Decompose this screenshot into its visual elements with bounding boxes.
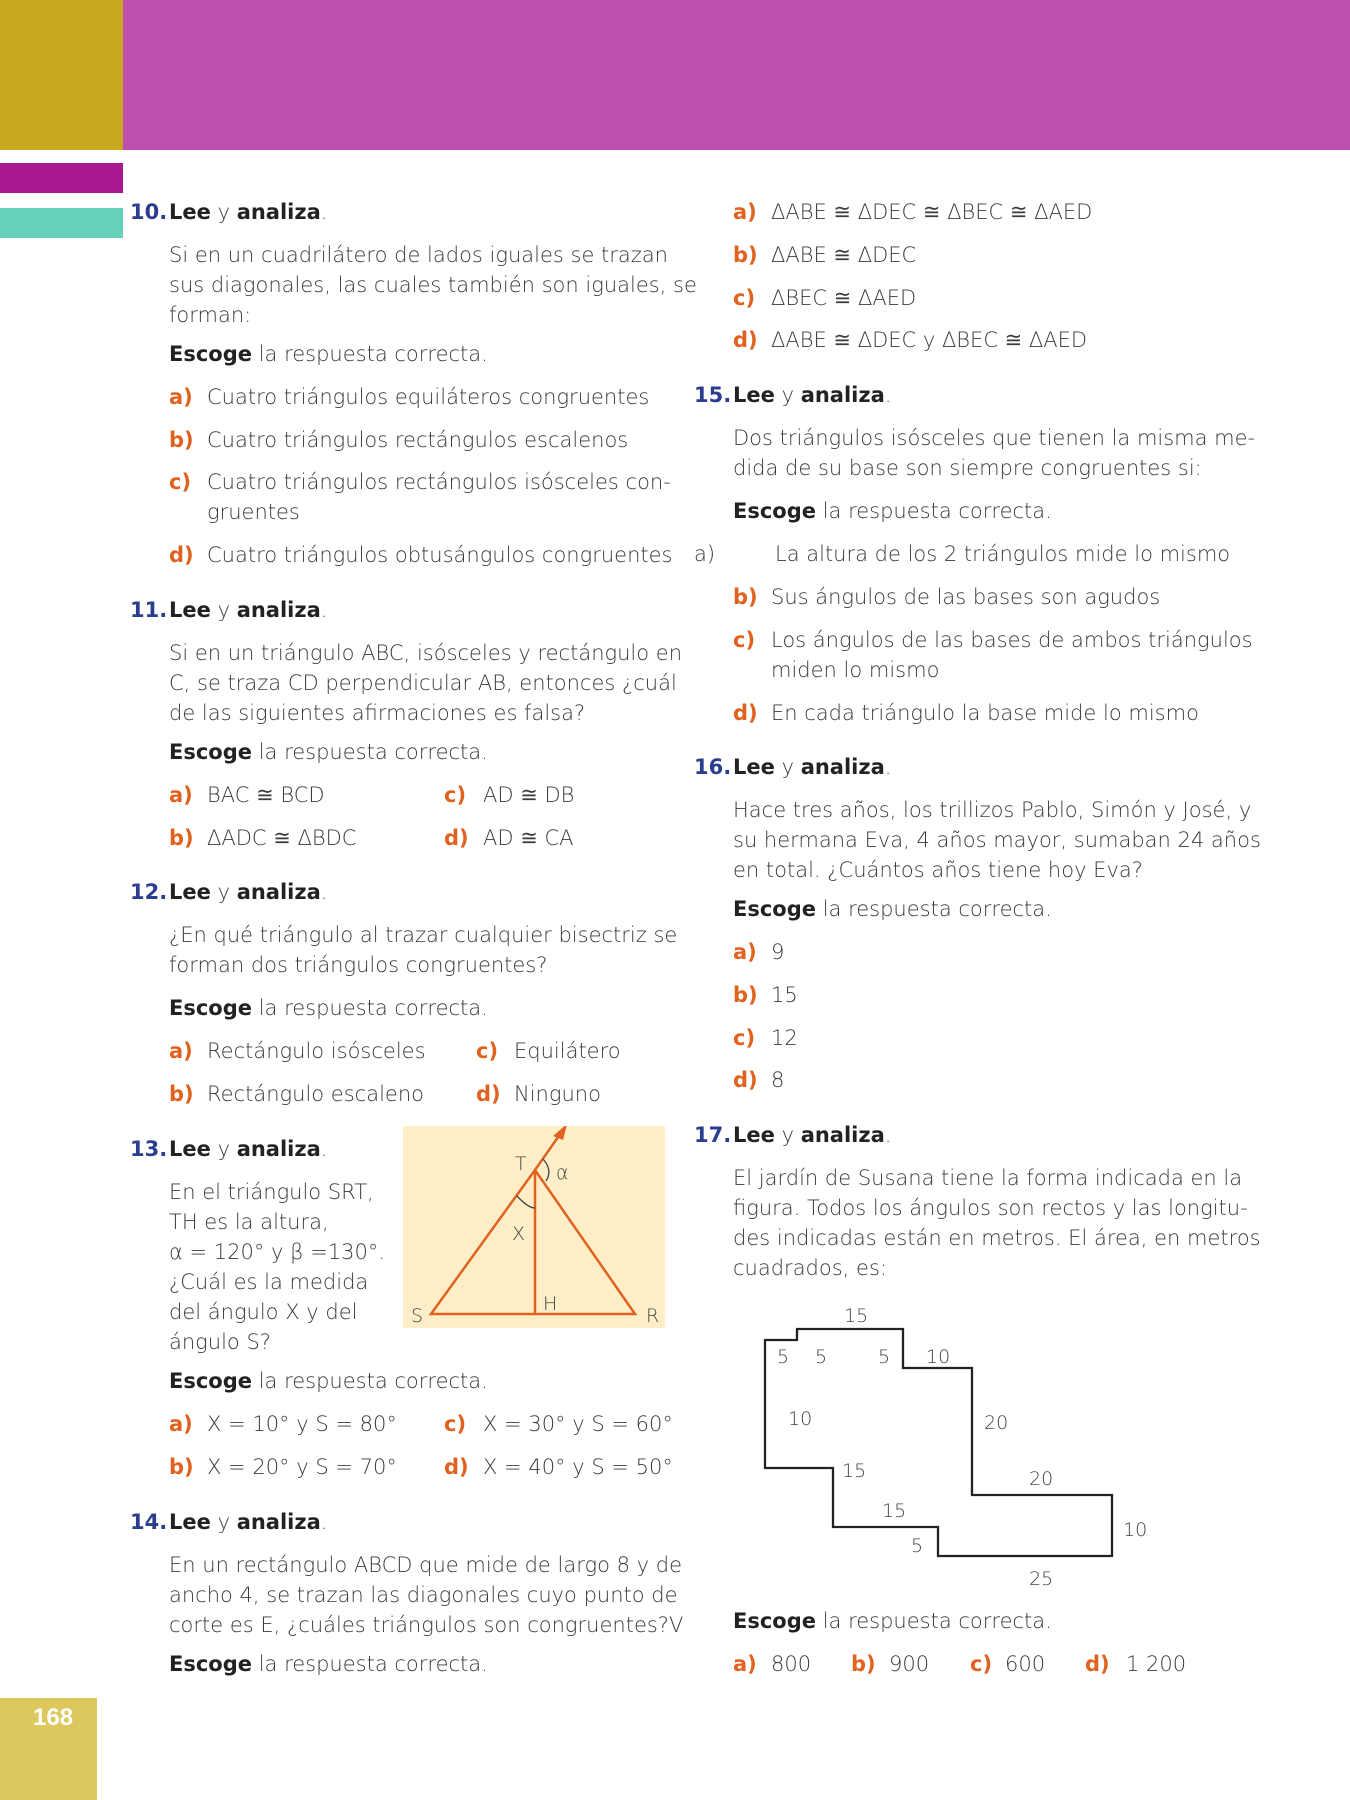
option-c[interactable]: c) — [476, 1039, 499, 1063]
triangle-srt-figure — [403, 1126, 665, 1328]
option-text: X = 30° y S = 60° — [483, 1412, 673, 1436]
option-text: Cuatro triángulos equiláteros congruentes — [207, 385, 650, 409]
option-text: ΔBEC ≅ ΔAED — [771, 286, 917, 310]
option-a[interactable]: a) — [733, 200, 757, 224]
header-gold-block — [0, 0, 123, 150]
dim-label: 10 — [926, 1346, 951, 1368]
option-text: 15 — [771, 983, 798, 1007]
dim-label: 10 — [1123, 1519, 1148, 1541]
option-b[interactable]: b) — [169, 1082, 194, 1106]
instruction: Escoge la respuesta correcta. — [169, 1652, 488, 1676]
question-text: ¿Cuál es la medida — [169, 1270, 369, 1294]
option-text: ΔABE ≅ ΔDEC ≅ ΔBEC ≅ ΔAED — [771, 200, 1093, 224]
option-d[interactable]: d) — [1085, 1652, 1110, 1676]
question-number: 14. — [130, 1510, 168, 1534]
instruction: Escoge la respuesta correcta. — [169, 996, 488, 1020]
label-h: H — [543, 1293, 558, 1315]
option-a[interactable]: a) — [694, 542, 716, 566]
instruction: Escoge la respuesta correcta. — [733, 499, 1052, 523]
option-text: Rectángulo isósceles — [207, 1039, 426, 1063]
question-heading: Lee y analiza. — [733, 755, 892, 779]
question-text: Dos triángulos isósceles que tienen la misma me- — [733, 426, 1256, 450]
question-text: de las siguientes afirmaciones es falsa? — [169, 701, 586, 725]
option-c[interactable]: c) — [169, 470, 192, 494]
option-d[interactable]: d) — [476, 1082, 501, 1106]
option-text: ΔADC ≅ ΔBDC — [207, 826, 357, 850]
question-number: 16. — [694, 755, 732, 779]
option-text: Ninguno — [514, 1082, 601, 1106]
option-text: La altura de los 2 triángulos mide lo mismo — [775, 542, 1231, 566]
option-text: En cada triángulo la base mide lo mismo — [771, 701, 1199, 725]
page-number: 168 — [33, 1704, 74, 1731]
question-text: Si en un triángulo ABC, isósceles y rectángulo en — [169, 641, 683, 665]
option-text: Cuatro triángulos obtusángulos congruentes — [207, 543, 673, 567]
option-a[interactable]: a) — [733, 1652, 757, 1676]
dim-label: 20 — [984, 1412, 1009, 1434]
question-text: sus diagonales, las cuales también son iguales, se — [169, 273, 697, 297]
label-s: S — [411, 1305, 424, 1327]
question-number: 12. — [130, 880, 168, 904]
option-text: Sus ángulos de las bases son agudos — [771, 585, 1161, 609]
question-heading: Lee y analiza. — [733, 1123, 892, 1147]
question-heading: Lee y analiza. — [169, 1137, 328, 1161]
label-r: R — [646, 1305, 660, 1327]
question-text: cuadrados, es: — [733, 1256, 887, 1280]
option-c[interactable]: c) — [733, 628, 756, 652]
option-text: 600 — [1005, 1652, 1046, 1676]
option-b[interactable]: b) — [169, 1455, 194, 1479]
dim-label: 5 — [878, 1346, 891, 1368]
question-text: En un rectángulo ABCD que mide de largo 8 y de — [169, 1553, 682, 1577]
option-b[interactable]: b) — [851, 1652, 876, 1676]
question-number: 15. — [694, 383, 732, 407]
dim-label: 10 — [788, 1408, 813, 1430]
question-text: dida de su base son siempre congruentes si: — [733, 456, 1202, 480]
option-text: ΔABE ≅ ΔDEC y ΔBEC ≅ ΔAED — [771, 328, 1088, 352]
option-text: miden lo mismo — [771, 658, 940, 682]
option-text: Cuatro triángulos rectángulos isósceles con- — [207, 470, 671, 494]
question-text: figura. Todos los ángulos son rectos y las longitu- — [733, 1196, 1248, 1220]
option-text: Cuatro triángulos rectángulos escalenos — [207, 428, 629, 452]
option-b[interactable]: b) — [169, 826, 194, 850]
option-d[interactable]: d) — [733, 328, 758, 352]
question-number: 13. — [130, 1137, 168, 1161]
question-heading: Lee y analiza. — [169, 200, 328, 224]
option-text: 800 — [771, 1652, 812, 1676]
option-text: Equilátero — [514, 1039, 621, 1063]
question-text: En el triángulo SRT, — [169, 1180, 374, 1204]
option-text: X = 40° y S = 50° — [483, 1455, 673, 1479]
option-text: 1 200 — [1126, 1652, 1187, 1676]
dim-label: 5 — [815, 1346, 828, 1368]
option-d[interactable]: d) — [733, 1068, 758, 1092]
option-d[interactable]: d) — [169, 543, 194, 567]
question-heading: Lee y analiza. — [169, 598, 328, 622]
question-text: ¿En qué triángulo al trazar cualquier bisectriz se — [169, 923, 678, 947]
option-c[interactable]: c) — [970, 1652, 993, 1676]
question-number: 11. — [130, 598, 168, 622]
option-text: Los ángulos de las bases de ambos triángulos — [771, 628, 1253, 652]
question-text: en total. ¿Cuántos años tiene hoy Eva? — [733, 858, 1143, 882]
label-t: T — [515, 1153, 527, 1175]
option-c[interactable]: c) — [733, 286, 756, 310]
option-text: Rectángulo escaleno — [207, 1082, 424, 1106]
question-text: del ángulo X y del — [169, 1300, 358, 1324]
side-tab-magenta — [0, 163, 123, 193]
option-text: BAC ≅ BCD — [207, 783, 325, 807]
question-heading: Lee y analiza. — [733, 383, 892, 407]
question-text: El jardín de Susana tiene la forma indicada en la — [733, 1166, 1243, 1190]
option-d[interactable]: d) — [444, 826, 469, 850]
header-purple-band — [123, 0, 1350, 150]
option-a[interactable]: a) — [169, 385, 193, 409]
option-a[interactable]: a) — [733, 940, 757, 964]
option-a[interactable]: a) — [169, 783, 193, 807]
instruction: Escoge la respuesta correcta. — [169, 1369, 488, 1393]
option-b[interactable]: b) — [169, 428, 194, 452]
option-text: gruentes — [207, 500, 300, 524]
option-text: 12 — [771, 1026, 798, 1050]
question-text: α = 120° y β =130°. — [169, 1240, 386, 1264]
dim-label: 5 — [777, 1346, 790, 1368]
option-text: 9 — [771, 940, 785, 964]
question-text: ancho 4, se trazan las diagonales cuyo punto de — [169, 1583, 678, 1607]
garden-shape-figure — [740, 1300, 1160, 1600]
dim-label: 15 — [844, 1305, 869, 1327]
option-d[interactable]: d) — [444, 1455, 469, 1479]
question-text: corte es E, ¿cuáles triángulos son congruentes?V — [169, 1613, 684, 1637]
question-text: des indicadas están en metros. El área, en metros — [733, 1226, 1261, 1250]
option-text: X = 10° y S = 80° — [207, 1412, 397, 1436]
option-a[interactable]: a) — [169, 1412, 193, 1436]
question-text: Hace tres años, los trillizos Pablo, Simón y José, y — [733, 798, 1252, 822]
dim-label: 15 — [842, 1460, 867, 1482]
label-x: X — [512, 1223, 526, 1245]
dim-label: 5 — [911, 1535, 924, 1557]
option-text: X = 20° y S = 70° — [207, 1455, 397, 1479]
option-c[interactable]: c) — [733, 1026, 756, 1050]
side-tab-teal — [0, 208, 123, 238]
question-text: ángulo S? — [169, 1330, 271, 1354]
option-c[interactable]: c) — [444, 783, 467, 807]
option-text: 900 — [889, 1652, 930, 1676]
question-text: forman dos triángulos congruentes? — [169, 953, 548, 977]
dim-label: 25 — [1029, 1568, 1054, 1590]
question-text: su hermana Eva, 4 años mayor, sumaban 24 años — [733, 828, 1261, 852]
dim-label: 20 — [1029, 1468, 1054, 1490]
option-a[interactable]: a) — [169, 1039, 193, 1063]
option-c[interactable]: c) — [444, 1412, 467, 1436]
question-text: TH es la altura, — [169, 1210, 329, 1234]
label-alpha: α — [556, 1162, 569, 1184]
question-heading: Lee y analiza. — [169, 1510, 328, 1534]
dim-label: 15 — [882, 1500, 907, 1522]
option-text: 8 — [771, 1068, 785, 1092]
option-b[interactable]: b) — [733, 243, 758, 267]
option-b[interactable]: b) — [733, 585, 758, 609]
question-text: C, se traza CD perpendicular AB, entonces ¿cuál — [169, 671, 677, 695]
option-text: ΔABE ≅ ΔDEC — [771, 243, 917, 267]
question-heading: Lee y analiza. — [169, 880, 328, 904]
question-number: 17. — [694, 1123, 732, 1147]
instruction: Escoge la respuesta correcta. — [169, 740, 488, 764]
option-text: AD ≅ DB — [483, 783, 575, 807]
instruction: Escoge la respuesta correcta. — [169, 342, 488, 366]
instruction: Escoge la respuesta correcta. — [733, 1609, 1052, 1633]
option-b[interactable]: b) — [733, 983, 758, 1007]
option-text: AD ≅ CA — [483, 826, 574, 850]
instruction: Escoge la respuesta correcta. — [733, 897, 1052, 921]
question-number: 10. — [130, 200, 168, 224]
question-text: forman: — [169, 303, 252, 327]
option-d[interactable]: d) — [733, 701, 758, 725]
question-text: Si en un cuadrilátero de lados iguales se trazan — [169, 243, 668, 267]
